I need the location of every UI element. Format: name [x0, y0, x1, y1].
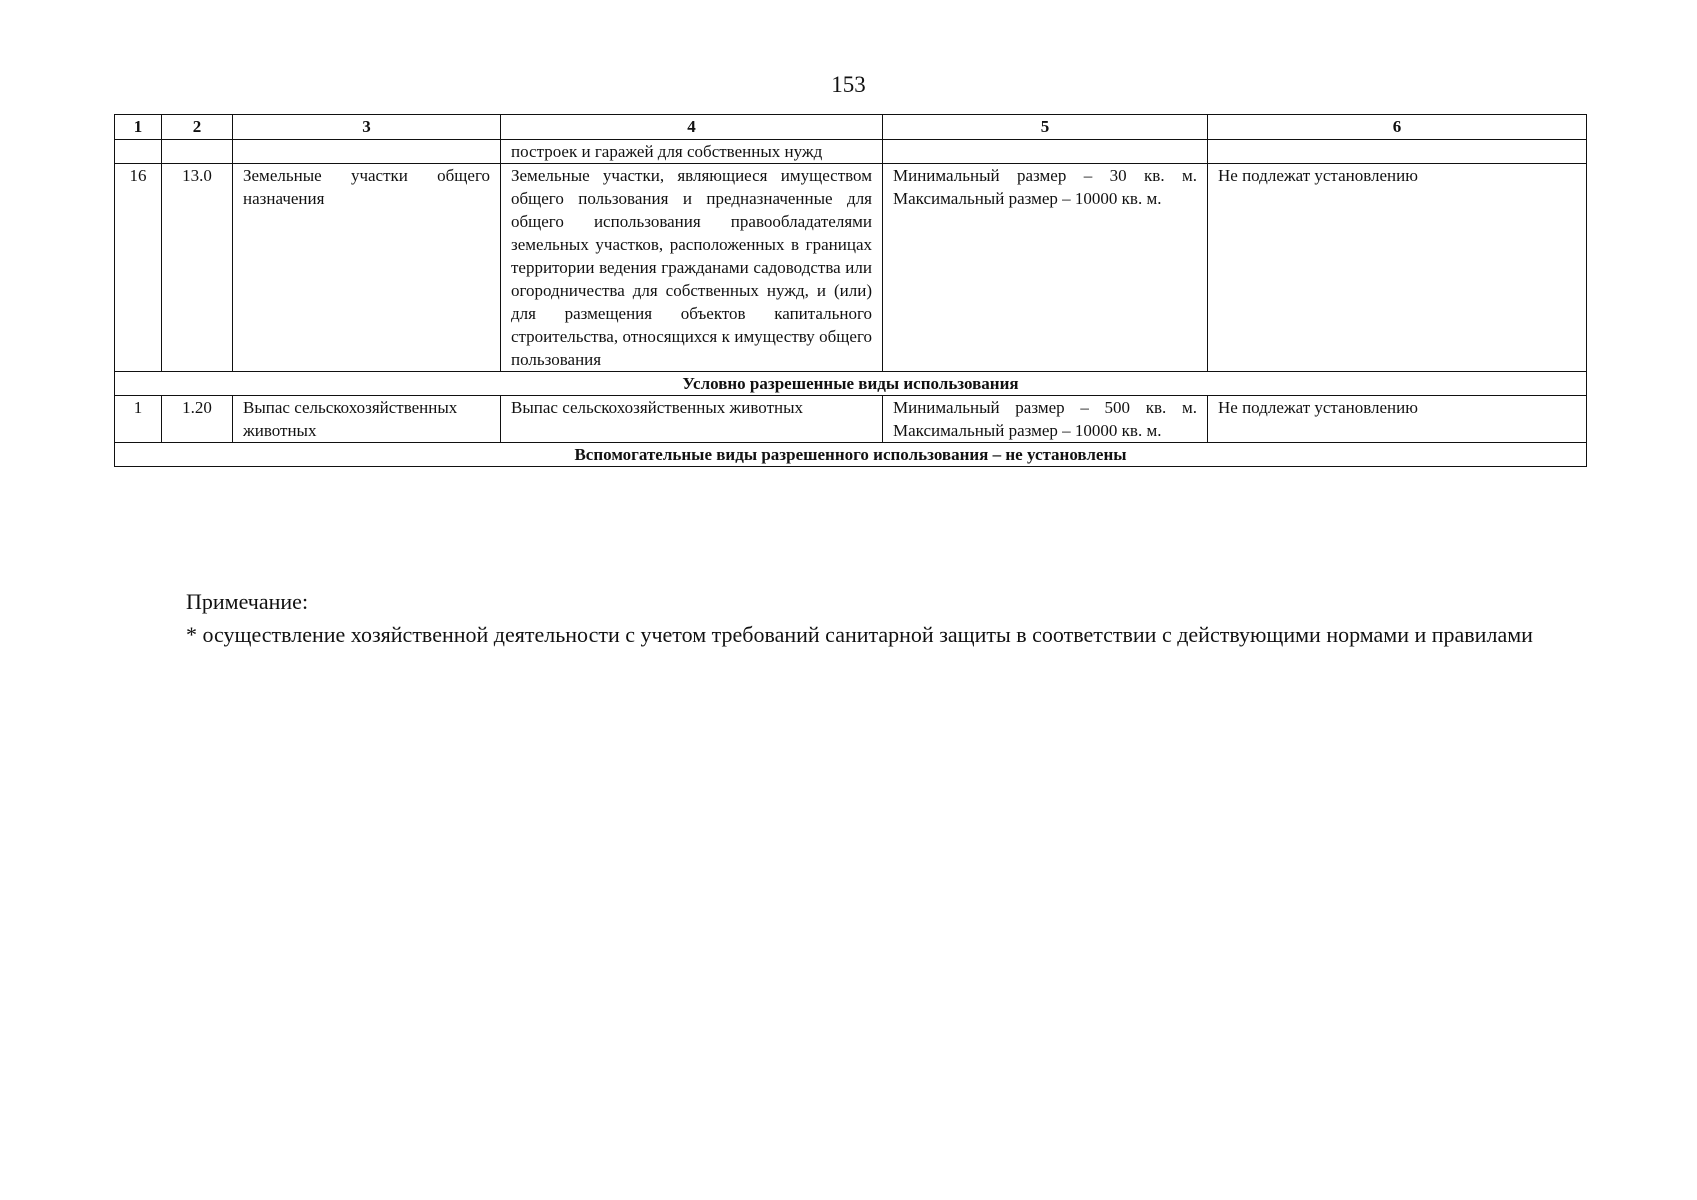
- cell-use-type: Выпас сельскохозяйственных животных: [233, 396, 501, 443]
- cell-code: 13.0: [162, 164, 233, 372]
- cell-restrictions: [1208, 140, 1587, 164]
- column-header-5: 5: [883, 115, 1208, 140]
- cell-number: 1: [115, 396, 162, 443]
- cell-code: 1.20: [162, 396, 233, 443]
- page-number: 153: [831, 72, 866, 97]
- column-header-2: 2: [162, 115, 233, 140]
- table-row: [115, 164, 1587, 372]
- section-row-conditional: [115, 372, 1587, 396]
- land-use-table: [114, 114, 1587, 467]
- cell-description: построек и гаражей для собственных нужд: [501, 140, 883, 164]
- cell-plot-size: Минимальный размер – 500 кв. м. Максимальный размер – 10000 кв. м.: [883, 396, 1208, 443]
- table-row: [115, 140, 1587, 164]
- table-row: [115, 396, 1587, 443]
- cell-description: Выпас сельскохозяйственных животных: [501, 396, 883, 443]
- cell-number: [115, 140, 162, 164]
- note-text: * осуществление хозяйственной деятельности с учетом требований санитарной защиты в соответствии с действующими нормами и правилами: [186, 622, 1533, 647]
- cell-description: Земельные участки, являющиеся имуществом общего пользования и предназначенные для общего использования правообладателями земельных участков, расположенных в границах территории ведения гражданами садоводства или огородничества для собственных нужд, и (или) для размещения объектов капитального строительства, относящихся к имуществу общего пользования: [501, 164, 883, 372]
- column-header-6: 6: [1208, 115, 1587, 140]
- cell-restrictions: Не подлежат установлению: [1208, 396, 1587, 443]
- cell-restrictions: Не подлежат установлению: [1208, 164, 1587, 372]
- table-header-row: [115, 115, 1587, 140]
- column-header-4: 4: [501, 115, 883, 140]
- section-title-auxiliary: Вспомогательные виды разрешенного использования – не установлены: [115, 443, 1587, 467]
- cell-use-type: Земельные участки общего назначения: [233, 164, 501, 372]
- cell-plot-size: [883, 140, 1208, 164]
- cell-code: [162, 140, 233, 164]
- column-header-1: 1: [115, 115, 162, 140]
- section-title-conditional: Условно разрешенные виды использования: [115, 372, 1587, 396]
- cell-plot-size: Минимальный размер – 30 кв. м. Максимальный размер – 10000 кв. м.: [883, 164, 1208, 372]
- column-header-3: 3: [233, 115, 501, 140]
- section-row-auxiliary: [115, 443, 1587, 467]
- cell-use-type: [233, 140, 501, 164]
- note-title: Примечание:: [186, 589, 309, 614]
- cell-number: 16: [115, 164, 162, 372]
